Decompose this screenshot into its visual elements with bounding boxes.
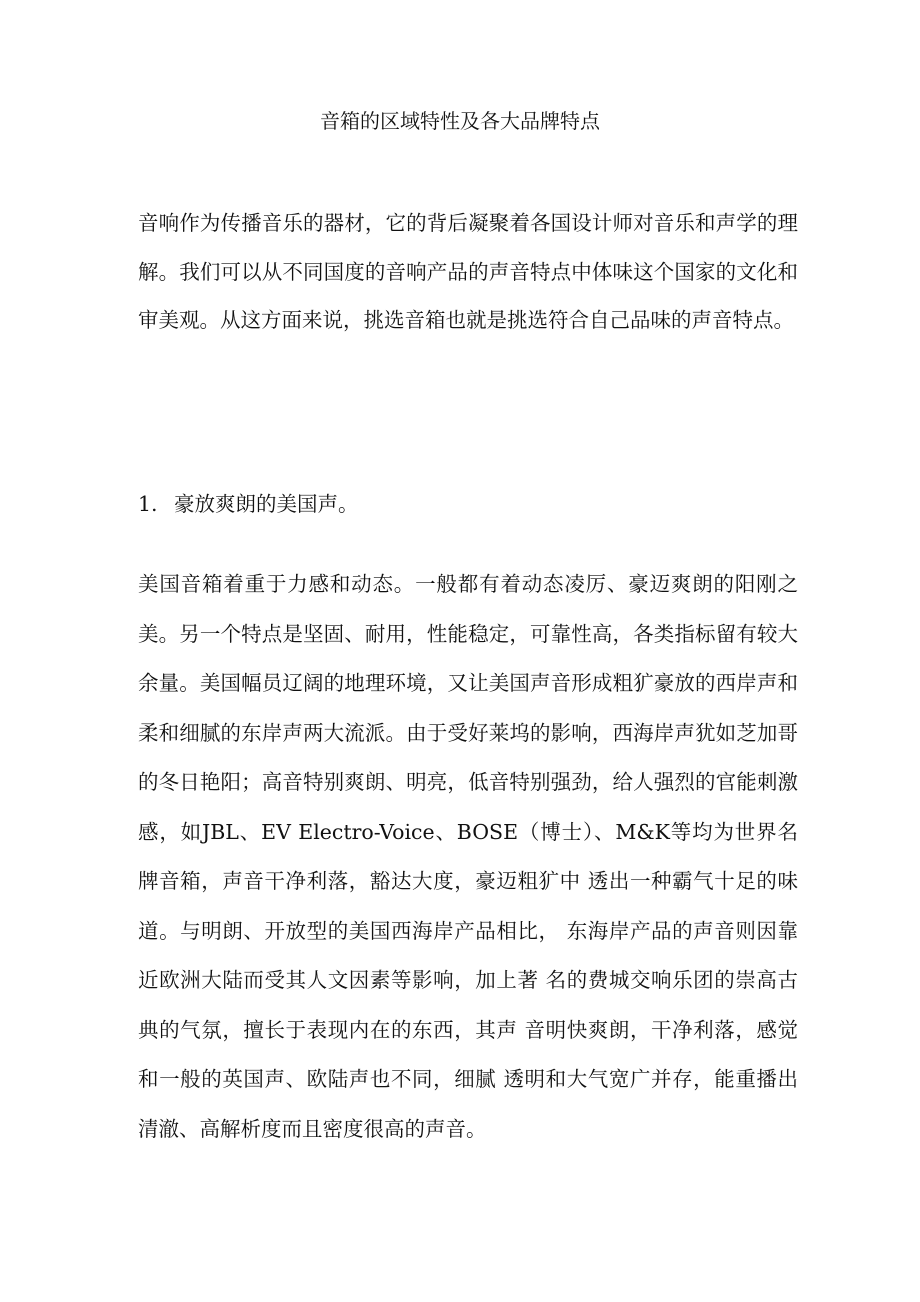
section-body-paragraph: 美国音箱着重于力感和动态。一般都有着动态凌厉、豪迈爽朗的阳刚之美。另一个特点是坚固、耐用，性能稳定，可靠性高，各类指标留有较大余量。美国幅员辽阔的地理环境，又让美国声音形成粗犷豪放的西岸声和柔和细腻的东岸声两大流派。由于受好莱坞的影响，西海岸声犹如芝加哥的冬日艳阳；高音特别爽朗、明亮，低音特别强劲，给人强烈的官能刺激感，如JBL、EV Electro-Voice、BOSE（博士）、M&K等均为世界名牌音箱，声音干净利落，豁达大度，豪迈粗犷中 透出一种霸气十足的味道。与明朗、开放型的美国西海岸产品相比， 东海岸产品的声音则因靠近欧洲大陆而受其人文因素等影响，加上著 名的费城交响乐团的崇高古典的气氛，擅长于表现内在的东西，其声 音明快爽朗，干净利落，感觉和一般的英国声、欧陆声也不同，细腻 透明和大气宽广并存，能重播出清澈、高解析度而且密度很高的声音。 xyxy=(138,572,798,1141)
section-number: 1. xyxy=(138,492,158,516)
document-title: 音箱的区域特性及各大品牌特点 xyxy=(320,109,600,133)
intro-paragraph: 音响作为传播音乐的器材，它的背后凝聚着各国设计师对音乐和声学的理解。我们可以从不同国度的音响产品的声音特点中体味这个国家的文化和审美观。从这方面来说，挑选音箱也就是挑选符合自己品味的声音特点。 xyxy=(138,211,798,332)
section-heading-text: 豪放爽朗的美国声。 xyxy=(174,492,359,516)
section-heading xyxy=(138,489,359,519)
